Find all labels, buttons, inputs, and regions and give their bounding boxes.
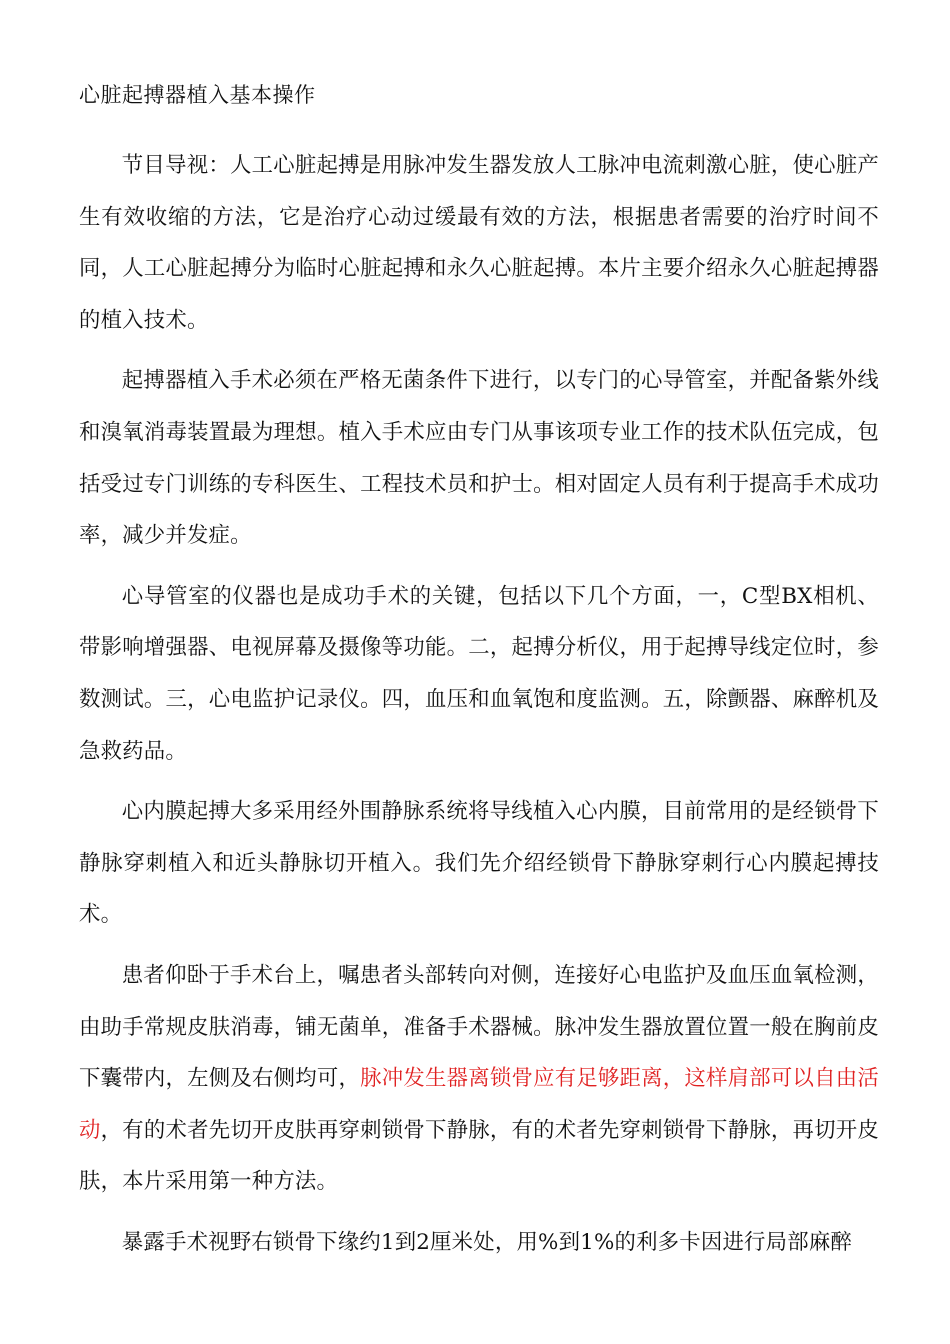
- paragraph-program-guide: 节目导视：人工心脏起搏是用脉冲发生器发放人工脉冲电流刺激心脏，使心脏产生有效收缩的方法，它是治疗心动过缓最有效的方法，根据患者需要的治疗时间不同，人工心脏起搏分为临时心脏起搏和永久心脏起搏。本片主要介绍永久心脏起搏器的植入技术。: [79, 153, 879, 333]
- document-title: 心脏起搏器植入基本操作: [79, 83, 316, 107]
- paragraph-endocardial-pacing: 心内膜起搏大多采用经外围静脉系统将导线植入心内膜，目前常用的是经锁骨下静脉穿刺植入和近头静脉切开植入。我们先介绍经锁骨下静脉穿刺行心内膜起搏技术。: [79, 799, 879, 928]
- document-body: [79, 140, 879, 1268]
- paragraph-sterile-conditions: 起搏器植入手术必须在严格无菌条件下进行，以专门的心导管室，并配备紫外线和溴氧消毒装置最为理想。植入手术应由专门从事该项专业工作的技术队伍完成，包括受过专门训练的专科医生、工程技术员和护士。相对固定人员有利于提高手术成功率，减少并发症。: [79, 368, 879, 549]
- paragraph-patient-preparation: [79, 950, 879, 1208]
- highlighted-text: 脉冲发生器离锁骨应有足够距离，这样肩部可以自由活动: [79, 1066, 879, 1143]
- paragraph-cath-lab-instruments: 心导管室的仪器也是成功手术的关键，包括以下几个方面，一，C型BX相机、带影响增强器、电视屏幕及摄像等功能。二，起搏分析仪，用于起搏导线定位时，参数测试。三，心电监护记录仪。四，血压和血氧饱和度监测。五，除颤器、麻醉机及急救药品。: [79, 583, 879, 764]
- paragraph-text-segment: ，有的术者先切开皮肤再穿刺锁骨下静脉，有的术者先穿刺锁骨下静脉，再切开皮肤，本片采用第一种方法。: [79, 1117, 879, 1195]
- paragraph-text-segment: 患者仰卧于手术台上，嘱患者头部转向对侧，连接好心电监护及血压血氧检测，由助手常规皮肤消毒，铺无菌单，准备手术器械。脉冲发生器放置位置一般在胸前皮下囊带内，左侧及右侧均可，: [79, 962, 879, 1092]
- paragraph-local-anesthesia: 暴露手术视野右锁骨下缘约1到2厘米处，用%到1%的利多卡因进行局部麻醉: [121, 1229, 852, 1255]
